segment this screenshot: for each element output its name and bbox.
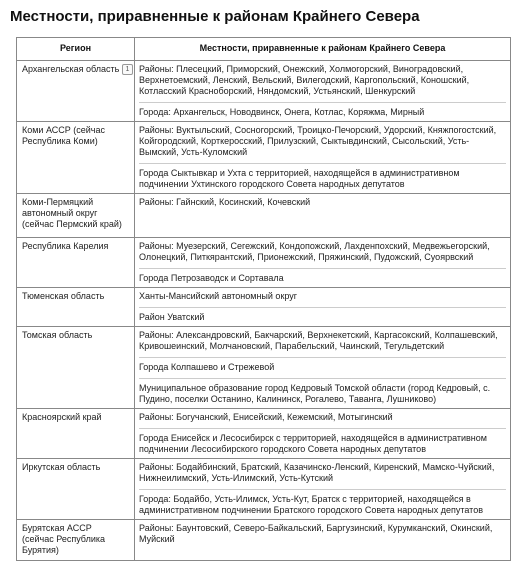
region-name: Коми-Пермяцкий автономный округ (сейчас Пермский край) — [22, 197, 122, 229]
region-name: Коми АССР (сейчас Республика Коми) — [22, 125, 105, 146]
localities-cell — [135, 459, 511, 520]
header-region: Регион — [17, 38, 135, 61]
region-name: Бурятская АССР (сейчас Республика Бурятия) — [22, 523, 105, 555]
locality-entry: Города Колпашево и Стрежевой — [139, 357, 506, 373]
locality-entry: Города Енисейск и Лесосибирск с территорией, находящейся в административном подчинении Лесосибирского городского Совета народных депутатов — [139, 428, 506, 455]
localities-cell — [135, 327, 511, 409]
regions-table — [16, 37, 511, 561]
region-name: Красноярский край — [22, 412, 102, 422]
locality-entry: Район Уватский — [139, 307, 506, 323]
region-name: Иркутская область — [22, 462, 101, 472]
locality-entry: Районы: Гайнский, Косинский, Кочевский — [139, 197, 311, 207]
region-name: Республика Карелия — [22, 241, 109, 251]
locality-entry: Районы: Муезерский, Сегежский, Кондопожский, Лахденпохский, Медвежьегорский, Олонецкий, Питкярантский, Прионежский, Пряжинский, Пудожский, Суоярвский — [139, 241, 490, 262]
locality-entry: Города: Архангельск, Новодвинск, Онега, Котлас, Коряжма, Мирный — [139, 102, 506, 118]
localities-cell — [135, 238, 511, 288]
footnote-badge[interactable]: 1 — [122, 64, 133, 75]
locality-entry: Районы: Плесецкий, Приморский, Онежский, Холмогорский, Виноградовский, Верхнетоемский, Ленский, Вельский, Вилегодский, Каргопольский, Коношский, Котласский Красноборский, Няндомский, Устьянский, Шенкурский — [139, 64, 470, 96]
localities-cell — [135, 288, 511, 327]
table-row — [17, 194, 511, 238]
table-row — [17, 61, 511, 122]
region-cell — [17, 194, 135, 238]
locality-entry: Районы: Богучанский, Енисейский, Кежемский, Мотыгинский — [139, 412, 393, 422]
locality-entry: Районы: Вуктыльский, Сосногорский, Троицко-Печорский, Удорский, Княжпогостский, Койгородский, Корткеросский, Прилузский, Сыктывдинский, Сысольский, Усть-Вымский, Усть-Куломский — [139, 125, 497, 157]
region-name: Архангельская область — [22, 64, 120, 74]
locality-entry: Районы: Александровский, Бакчарский, Верхнекетский, Каргасокский, Колпашевский, Кривошеинский, Молчановский, Парабельский, Чаинский, Тегульдетский — [139, 330, 498, 351]
region-name: Томская область — [22, 330, 93, 340]
table-row — [17, 409, 511, 459]
region-name: Тюменская область — [22, 291, 105, 301]
region-cell — [17, 61, 135, 122]
table-row — [17, 122, 511, 194]
region-cell — [17, 122, 135, 194]
table-row — [17, 238, 511, 288]
locality-entry: Города Петрозаводск и Сортавала — [139, 268, 506, 284]
locality-entry: Районы: Бодайбинский, Братский, Казачинско-Ленский, Киренский, Мамско-Чуйский, Нижнеилимский, Усть-Илимский, Усть-Кутский — [139, 462, 495, 483]
localities-cell — [135, 122, 511, 194]
table-header-row — [17, 38, 511, 61]
locality-entry: Города Сыктывкар и Ухта с территорией, находящейся в административном подчинении Ухтинского городского Совета народных депутатов — [139, 163, 506, 190]
localities-cell — [135, 61, 511, 122]
table-row — [17, 459, 511, 520]
localities-cell — [135, 409, 511, 459]
header-localities: Местности, приравненные к районам Крайнего Севера — [135, 38, 511, 61]
localities-cell — [135, 520, 511, 561]
page-title: Местности, приравненные к районам Крайнего Севера — [10, 8, 420, 25]
region-cell — [17, 238, 135, 288]
region-cell — [17, 520, 135, 561]
table-row — [17, 520, 511, 561]
region-cell — [17, 327, 135, 409]
locality-entry: Ханты-Мансийский автономный округ — [139, 291, 298, 301]
region-cell — [17, 459, 135, 520]
table-row — [17, 288, 511, 327]
region-cell — [17, 409, 135, 459]
locality-entry: Города: Бодайбо, Усть-Илимск, Усть-Кут, Братск с территорией, находящейся в административном подчинении Братского городского Совета народных депутатов — [139, 489, 506, 516]
locality-entry: Муниципальное образование город Кедровый Томской области (город Кедровый, с. Пудино, поселки Останино, Калининск, Рогалево, Таванга, Лушниково) — [139, 378, 506, 405]
table-row — [17, 327, 511, 409]
locality-entry: Районы: Баунтовский, Северо-Байкальский, Баргузинский, Курумканский, Окинский, Муйский — [139, 523, 493, 544]
region-cell — [17, 288, 135, 327]
localities-cell — [135, 194, 511, 238]
